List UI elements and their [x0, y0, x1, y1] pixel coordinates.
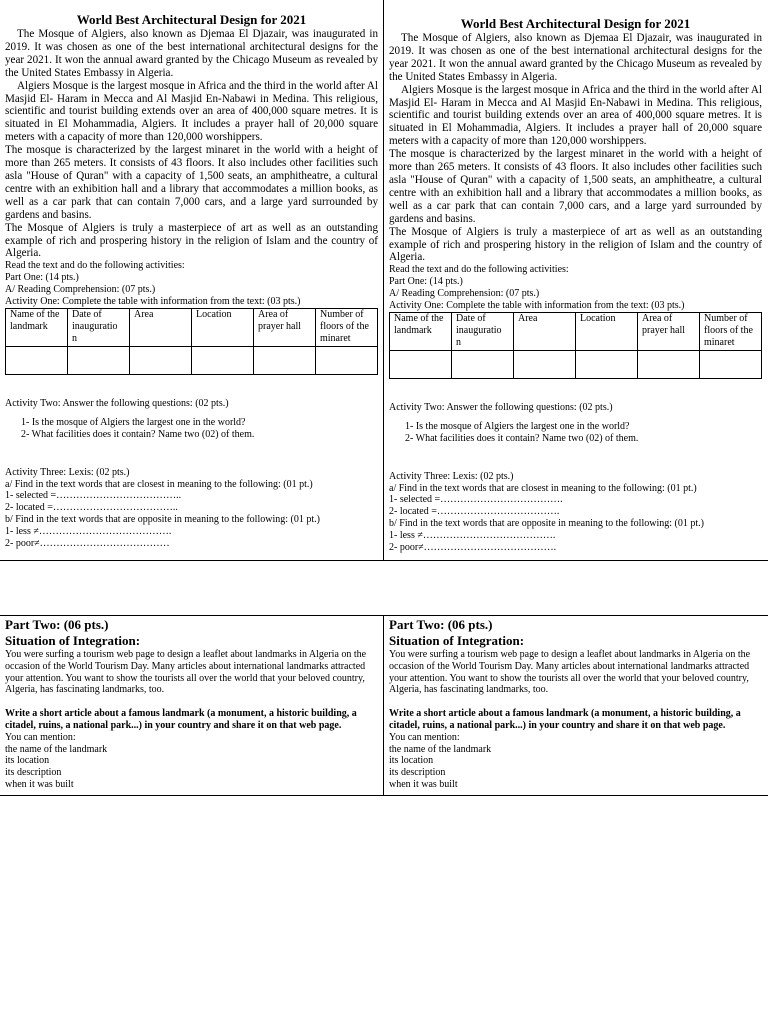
table-cell[interactable] — [700, 350, 762, 378]
exam-part-two-right — [389, 617, 762, 791]
table-header-row — [6, 308, 378, 346]
lexis-a1: 1- selected =……………………………….. — [5, 490, 182, 502]
lexis-a1: 1- selected =………………………………. — [389, 494, 563, 506]
table-header: Date of inauguratio n — [452, 312, 514, 350]
lexis-b1: 1- less ≠…………………………………. — [5, 525, 172, 537]
instruction-read: Read the text and do the following activities: — [389, 264, 569, 276]
part-two-heading: Part Two: (06 pts.) — [5, 617, 109, 632]
table-header: Area — [514, 312, 576, 350]
text-paragraph-1: The Mosque of Algiers, also known as Djemaa El Djazair, was inaugurated in 2019. It was chosen as one of the best international architectural designs for the year 2021. It won the annual award granted by the Chicago Museum as revealed by the United States Embassy in Algeria. — [389, 32, 762, 83]
mention-item: when it was built — [5, 778, 74, 790]
text-paragraph-3: The mosque is characterized by the largest minaret in the world with a height of more than 265 meters. It consists of 43 floors. It also includes other facilities such asla "House of Quran" with a capacity of 1,500 seats, an amphitheatre, a cultural centre with an exhibition hall and a library that accommodates a million books, as well as a car park that can contain 7,000 cars, and a large yard surrounded by gardens and basins. — [5, 144, 378, 221]
text-paragraph-4: The Mosque of Algiers is truly a masterpiece of art as well as an outstanding example of rich and prospering history in the religion of Islam and the country of Algeria. — [5, 221, 378, 260]
situation-heading: Situation of Integration: — [5, 633, 141, 648]
part-two-heading: Part Two: (06 pts.) — [389, 617, 493, 632]
lexis-b2: 2- poor≠………………………………… — [5, 537, 170, 549]
table-header: Area — [130, 308, 192, 346]
table-header: Location — [576, 312, 638, 350]
table-cell[interactable] — [130, 346, 192, 374]
table-cell[interactable] — [68, 346, 130, 374]
page-title: World Best Architectural Design for 2021 — [76, 12, 307, 27]
exam-part-two-left — [5, 617, 378, 791]
lexis-b1: 1- less ≠…………………………………. — [389, 529, 556, 541]
reading-label: A/ Reading Comprehension: (07 pts.) — [389, 287, 540, 299]
table-header: Number of floors of the minaret — [316, 308, 378, 346]
table-cell[interactable] — [390, 350, 452, 378]
table-answer-row — [390, 350, 762, 378]
mention-item: the name of the landmark — [5, 743, 108, 755]
mention-label: You can mention: — [5, 731, 76, 743]
mention-label: You can mention: — [389, 731, 460, 743]
mention-item: its location — [389, 755, 434, 767]
table-cell[interactable] — [514, 350, 576, 378]
section-divider-top — [0, 560, 768, 561]
table-cell[interactable] — [6, 346, 68, 374]
writing-task: Write a short article about a famous landmark (a monument, a historic building, a citadel, ruins, a national park...) in your country and share it on that web page. — [5, 708, 357, 731]
info-table — [389, 312, 762, 379]
lexis-a-label: a/ Find in the text words that are closest in meaning to the following: (01 pt.) — [5, 478, 313, 490]
mention-item: its description — [5, 767, 62, 779]
table-header: Date of inauguratio n — [68, 308, 130, 346]
exam-part-one-right — [389, 16, 762, 553]
table-header: Name of the landmark — [390, 312, 452, 350]
table-header: Number of floors of the minaret — [700, 312, 762, 350]
info-table — [5, 308, 378, 375]
section-divider-bottom-top — [0, 615, 768, 616]
text-paragraph-3: The mosque is characterized by the largest minaret in the world with a height of more than 265 meters. It consists of 43 floors. It also includes other facilities such asla "House of Quran" with a capacity of 1,500 seats, an amphitheatre, a cultural centre with an exhibition hall and a library that accommodates a million books, as well as a car park that can contain 7,000 cars, and a large yard surrounded by gardens and basins. — [389, 148, 762, 225]
activity-two-label: Activity Two: Answer the following questions: (02 pts.) — [389, 401, 613, 413]
table-cell[interactable] — [638, 350, 700, 378]
writing-task: Write a short article about a famous landmark (a monument, a historic building, a citadel, ruins, a national park...) in your country and share it on that web page. — [389, 708, 741, 731]
situation-heading: Situation of Integration: — [389, 633, 525, 648]
question-2: 2- What facilities does it contain? Name two (02) of them. — [405, 433, 639, 445]
reading-label: A/ Reading Comprehension: (07 pts.) — [5, 283, 156, 295]
page-title: World Best Architectural Design for 2021 — [460, 16, 691, 31]
question-2: 2- What facilities does it contain? Name two (02) of them. — [21, 429, 255, 441]
mention-item: its description — [389, 767, 446, 779]
text-paragraph-2: Algiers Mosque is the largest mosque in Africa and the third in the world after Al Masjid El- Haram in Mecca and Al Masjid En-Nabawi in Medina. This religious, scientific and tourist building extends over an area of 400,000 square metres. It is situated in El Mohammadia, Algiers. It includes a prayer hall of 20,000 square meters with a capacity of more than 120,000 worshippers. — [389, 83, 762, 148]
lexis-a-label: a/ Find in the text words that are closest in meaning to the following: (01 pt.) — [389, 482, 697, 494]
situation-text: You were surfing a tourism web page to design a leaflet about landmarks in Algeria on the occasion of the World Tourism Day. Many articles about international landmarks attracted your attention. You want to show the tourists all over the world that your beloved country, Algeria, has fascinating landmarks, too. — [5, 649, 367, 696]
section-divider-bottom-end — [0, 795, 768, 796]
table-cell[interactable] — [452, 350, 514, 378]
table-header: Area of prayer hall — [638, 312, 700, 350]
column-divider-top — [383, 0, 384, 560]
exam-part-one-left — [5, 12, 378, 549]
text-paragraph-4: The Mosque of Algiers is truly a masterpiece of art as well as an outstanding example of rich and prospering history in the religion of Islam and the country of Algeria. — [389, 225, 762, 264]
column-divider-bottom — [383, 616, 384, 795]
lexis-a2: 2- located =………………………………. — [389, 506, 560, 518]
text-paragraph-2: Algiers Mosque is the largest mosque in Africa and the third in the world after Al Masjid El- Haram in Mecca and Al Masjid En-Nabawi in Medina. This religious, scientific and tourist building extends over an area of 400,000 square metres. It is situated in El Mohammadia, Algiers. It includes a prayer hall of 20,000 square meters with a capacity of more than 120,000 worshippers. — [5, 79, 378, 144]
activity-three-label: Activity Three: Lexis: (02 pts.) — [389, 470, 514, 482]
table-answer-row — [6, 346, 378, 374]
lexis-b2: 2- poor≠…………………………………. — [389, 541, 557, 553]
table-cell[interactable] — [576, 350, 638, 378]
situation-text: You were surfing a tourism web page to design a leaflet about landmarks in Algeria on the occasion of the World Tourism Day. Many articles about international landmarks attracted your attention. You want to show the tourists all over the world that your beloved country, Algeria, has fascinating landmarks, too. — [389, 649, 751, 696]
mention-item: when it was built — [389, 778, 458, 790]
table-cell[interactable] — [192, 346, 254, 374]
question-1: 1- Is the mosque of Algiers the largest one in the world? — [405, 421, 630, 433]
table-cell[interactable] — [316, 346, 378, 374]
lexis-b-label: b/ Find in the text words that are opposite in meaning to the following: (01 pt.) — [5, 514, 320, 526]
lexis-b-label: b/ Find in the text words that are opposite in meaning to the following: (01 pt.) — [389, 518, 704, 530]
mention-item: the name of the landmark — [389, 743, 492, 755]
activity-one-label: Activity One: Complete the table with information from the text: (03 pts.) — [389, 299, 685, 311]
part-one-label: Part One: (14 pts.) — [5, 272, 79, 284]
instruction-read: Read the text and do the following activities: — [5, 260, 185, 272]
part-one-label: Part One: (14 pts.) — [389, 276, 463, 288]
text-paragraph-1: The Mosque of Algiers, also known as Djemaa El Djazair, was inaugurated in 2019. It was chosen as one of the best international architectural designs for the year 2021. It won the annual award granted by the Chicago Museum as revealed by the United States Embassy in Algeria. — [5, 28, 378, 79]
question-1: 1- Is the mosque of Algiers the largest one in the world? — [21, 417, 246, 429]
activity-three-label: Activity Three: Lexis: (02 pts.) — [5, 466, 130, 478]
table-header-row — [390, 312, 762, 350]
activity-two-label: Activity Two: Answer the following questions: (02 pts.) — [5, 397, 229, 409]
table-header: Location — [192, 308, 254, 346]
lexis-a2: 2- located =……………………………….. — [5, 502, 178, 514]
mention-item: its location — [5, 755, 50, 767]
table-header: Name of the landmark — [6, 308, 68, 346]
table-cell[interactable] — [254, 346, 316, 374]
table-header: Area of prayer hall — [254, 308, 316, 346]
activity-one-label: Activity One: Complete the table with information from the text: (03 pts.) — [5, 295, 301, 307]
